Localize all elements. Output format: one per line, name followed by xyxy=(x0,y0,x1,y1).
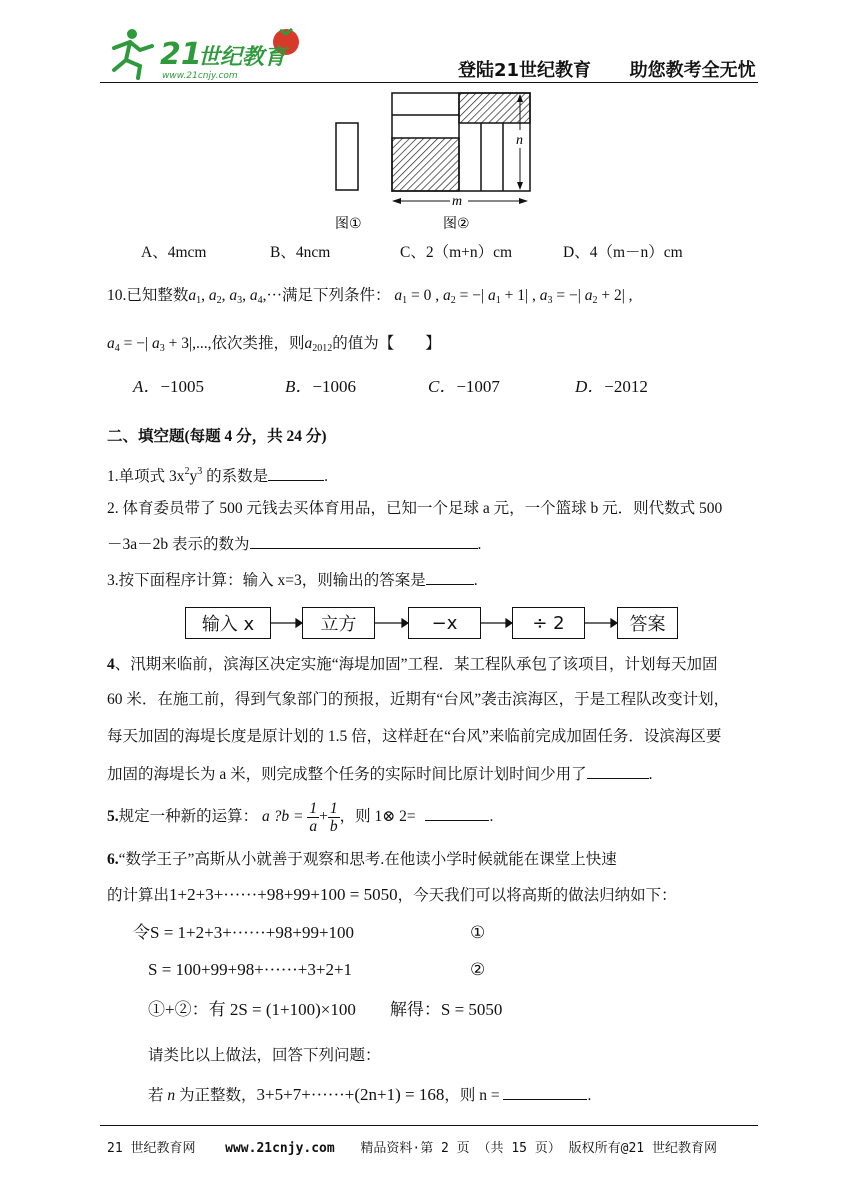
q10-option-d: D．−2012 xyxy=(575,377,648,396)
footer-page-info: 精品资料·第 2 页 （共 15 页） 版权所有@21 世纪教育网 xyxy=(360,1141,717,1156)
dim-m: m xyxy=(452,194,463,209)
fill-q3: 3.按下面程序计算：输入 x=3，则输出的答案是 . xyxy=(107,572,478,589)
fill-q4-line2: 60 米．在施工前，得到气象部门的预报，近期有“台风”袭击滨海区，于是工程队改变计划， xyxy=(107,691,730,708)
fill-q6-eq2-mark: ② xyxy=(470,960,486,979)
q10-option-b: B．−1006 xyxy=(285,377,356,396)
fill-q6-line1: 6.“数学王子”高斯从小就善于观察和思考.在他读小学时候就能在课堂上快速 xyxy=(107,851,617,868)
fill-q6-eq3: ①+②：有 2S = (1+100)×100 解得：S = 5050 xyxy=(148,1000,503,1019)
footer-site: 21 世纪教育网 xyxy=(107,1141,196,1156)
flow-step-answer: 答案 xyxy=(617,607,678,639)
flow-step-divide: ÷ 2 xyxy=(512,607,585,639)
footer-rule xyxy=(100,1125,758,1126)
fill-q4-line4: 加固的海堤长为 a 米，则完成整个任务的实际时间比原计划时间少用了 . xyxy=(107,766,653,783)
fill-q2-line1: 2. 体育委员带了 500 元钱去买体育用品，已知一个足球 a 元，一个篮球 b 元．则代数式 500 xyxy=(107,500,723,517)
fill-q5: 5.规定一种新的运算： a ?b = $\frac{1}{a}$ + $\frac{1}{b}$ ，则 1⊗ 2= . xyxy=(107,799,494,835)
fill-q4-line1: 4、汛期来临前，滨海区决定实施“海堤加固”工程．某工程队承包了该项目，计划每天加固 xyxy=(107,656,718,673)
fill-q2-line2: －3a－2b 表示的数为 . xyxy=(107,536,482,553)
q9-option-b: B、4ncm xyxy=(270,244,331,261)
q10-option-a: A．−1005 xyxy=(133,377,204,396)
slogan-right: 助您教考全无忧 xyxy=(629,60,756,81)
fill-q6-eq2: S = 100+99+98+······+3+2+1 xyxy=(148,960,353,979)
section-heading: 二、填空题(每题 4 分，共 24 分) xyxy=(107,428,327,445)
fill-q6-final: 若 n 为正整数，3+5+7+······+(2n+1) = 168，则 n = . xyxy=(148,1085,592,1104)
fill-q6-ask: 请类比以上做法，回答下列问题： xyxy=(148,1047,381,1064)
q9-option-a: A、4mcm xyxy=(141,244,207,261)
slogan-left: 登陆21世纪教育 xyxy=(458,60,592,81)
flow-step-input: 输入 x xyxy=(185,607,271,639)
footer-url[interactable]: www.21cnjy.com xyxy=(225,1141,335,1156)
fill-q6-eq1-mark: ① xyxy=(470,923,486,942)
fill-q4-line3: 每天加固的海堤长度是原计划的 1.5 倍，这样赶在“台风”来临前完成加固任务．设滨海区要 xyxy=(107,728,722,745)
figure2-label: 图② xyxy=(443,216,470,232)
flow-step-minus-x: −x xyxy=(408,607,481,639)
q9-option-d: D、4（m－n）cm xyxy=(563,244,683,261)
footer-text xyxy=(107,1137,717,1156)
fill-q1: 1.单项式 $3x^2y^3$ 的系数是 . xyxy=(107,466,329,485)
svg-text:世纪教育: 世纪教育 xyxy=(198,45,287,70)
svg-text:21: 21 xyxy=(160,37,202,72)
fill-q6-eq1: 令S = 1+2+3+······+98+99+100 xyxy=(133,923,355,942)
fill-q6-line2: 的计算出1+2+3+······+98+99+100 = 5050，今天我们可以将高斯的做法归纳如下： xyxy=(107,885,677,904)
figure1-label: 图① xyxy=(335,216,362,232)
q10-option-c: C．−1007 xyxy=(428,377,500,396)
dim-n: n xyxy=(516,133,523,148)
q10-line2: $a_4$ = −| $a_3 + 3|$,...,依次类推，则$a_{2012}$的值为【 】 xyxy=(107,335,441,354)
logo-url: www.21cnjy.com xyxy=(162,71,238,81)
q9-option-c: C、2（m+n）cm xyxy=(400,244,513,261)
flow-step-cube: 立方 xyxy=(302,607,375,639)
q10-line1: 10.已知整数$a_1$, $a_2$, $a_3$, $a_4,\cdot\cdot\cdot$满足下列条件： $a_1 = 0$ , $a_2$ = −| $a_1 + 1|$ , $a_3$ = −| $a_2 + 2|$ , xyxy=(107,287,633,306)
